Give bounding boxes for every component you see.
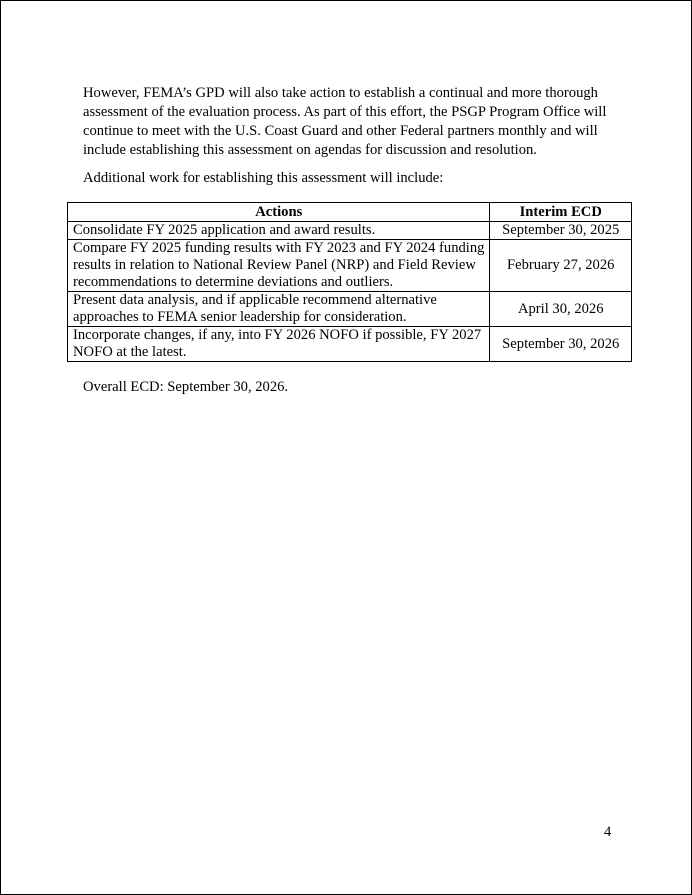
intro-paragraph: However, FEMA’s GPD will also take action to establish a continual and more thorough assessment of the evaluation process. As part of this effort, the PSGP Program Office will continue to meet with the U.S. Coast Guard and other Federal partners monthly and will include establishing this assessment on agendas for discussion and resolution. (83, 85, 607, 158)
table-row (68, 240, 632, 292)
actions-column-header: Actions (68, 203, 490, 222)
overall-ecd-paragraph: Overall ECD: September 30, 2026. (83, 379, 289, 395)
additional-work-paragraph: Additional work for establishing this assessment will include: (83, 170, 444, 186)
action-cell: Present data analysis, and if applicable recommend alternative approaches to FEMA senior leadership for consideration. (68, 292, 490, 327)
ecd-cell: April 30, 2026 (490, 292, 632, 327)
action-cell: Consolidate FY 2025 application and award results. (68, 222, 490, 240)
actions-table (67, 202, 632, 362)
table-header-row (68, 203, 632, 222)
page-number: 4 (604, 824, 612, 840)
ecd-cell: February 27, 2026 (490, 240, 632, 292)
action-cell: Incorporate changes, if any, into FY 2026 NOFO if possible, FY 2027 NOFO at the latest. (68, 327, 490, 362)
ecd-cell: September 30, 2026 (490, 327, 632, 362)
action-cell: Compare FY 2025 funding results with FY 2023 and FY 2024 funding results in relation to National Review Panel (NRP) and Field Review recommendations to determine deviations and outliers. (68, 240, 490, 292)
table-row (68, 292, 632, 327)
table-row (68, 327, 632, 362)
table-row (68, 222, 632, 240)
ecd-cell: September 30, 2025 (490, 222, 632, 240)
interim-ecd-column-header: Interim ECD (490, 203, 632, 222)
